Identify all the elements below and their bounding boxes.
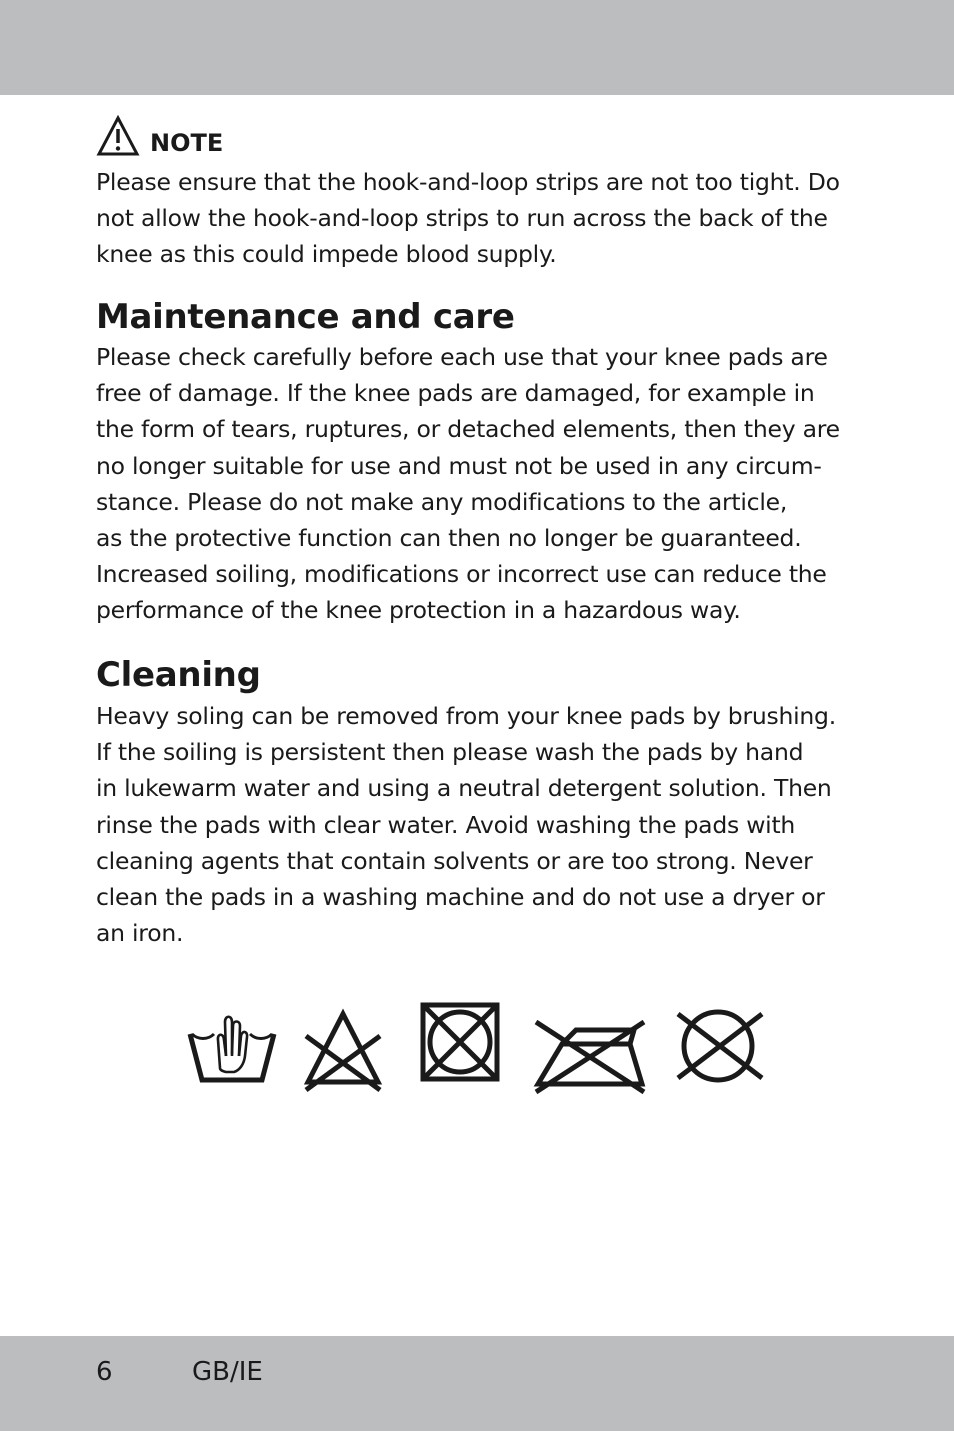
cleaning-line: an iron.: [96, 919, 184, 948]
maintenance-line: Increased soiling, modifications or incorrect use can reduce the: [96, 560, 827, 589]
cleaning-heading: Cleaning: [96, 655, 261, 695]
no-dry-clean-icon: [672, 1000, 766, 1086]
maintenance-heading: Maintenance and care: [96, 297, 515, 337]
warning-icon: [96, 115, 140, 157]
note-line: Please ensure that the hook-and-loop strips are not too tight. Do: [96, 168, 840, 196]
note-heading: [96, 113, 223, 157]
footer-bar: [0, 1336, 954, 1431]
maintenance-line: no longer suitable for use and must not be used in any circum-: [96, 451, 822, 480]
cleaning-line: cleaning agents that contain solvents or are too strong. Never: [96, 846, 813, 875]
cleaning-text: [96, 698, 886, 951]
maintenance-line: the form of tears, ruptures, or detached elements, then they are: [96, 415, 840, 444]
cleaning-line: Heavy soling can be removed from your knee pads by brushing.: [96, 702, 836, 730]
no-iron-icon: [532, 1000, 652, 1096]
note-line: knee as this could impede blood supply.: [96, 240, 557, 269]
note-label: NOTE: [150, 129, 224, 157]
no-bleach-icon: [300, 1000, 386, 1096]
page-number: 6: [96, 1357, 113, 1387]
maintenance-line: as the protective function can then no longer be guaranteed.: [96, 524, 802, 553]
maintenance-line: performance of the knee protection in a hazardous way.: [96, 596, 741, 625]
maintenance-line: stance. Please do not make any modifications to the article,: [96, 487, 788, 516]
maintenance-line: Please check carefully before each use that your knee pads are: [96, 343, 828, 371]
cleaning-line: rinse the pads with clear water. Avoid washing the pads with: [96, 810, 796, 839]
note-line: not allow the hook-and-loop strips to run across the back of the: [96, 204, 828, 233]
country-code: GB/IE: [192, 1357, 263, 1387]
hand-wash-icon: [186, 1000, 278, 1090]
cleaning-line: If the soiling is persistent then please wash the pads by hand: [96, 738, 804, 767]
cleaning-line: in lukewarm water and using a neutral detergent solution. Then: [96, 774, 832, 803]
header-bar: [0, 0, 954, 95]
care-symbols: [0, 1000, 954, 1100]
note-text: [96, 164, 886, 273]
no-tumble-dry-icon: [418, 1000, 504, 1086]
maintenance-line: free of damage. If the knee pads are damaged, for example in: [96, 379, 815, 408]
maintenance-text: [96, 339, 886, 629]
cleaning-line: clean the pads in a washing machine and do not use a dryer or: [96, 883, 825, 912]
